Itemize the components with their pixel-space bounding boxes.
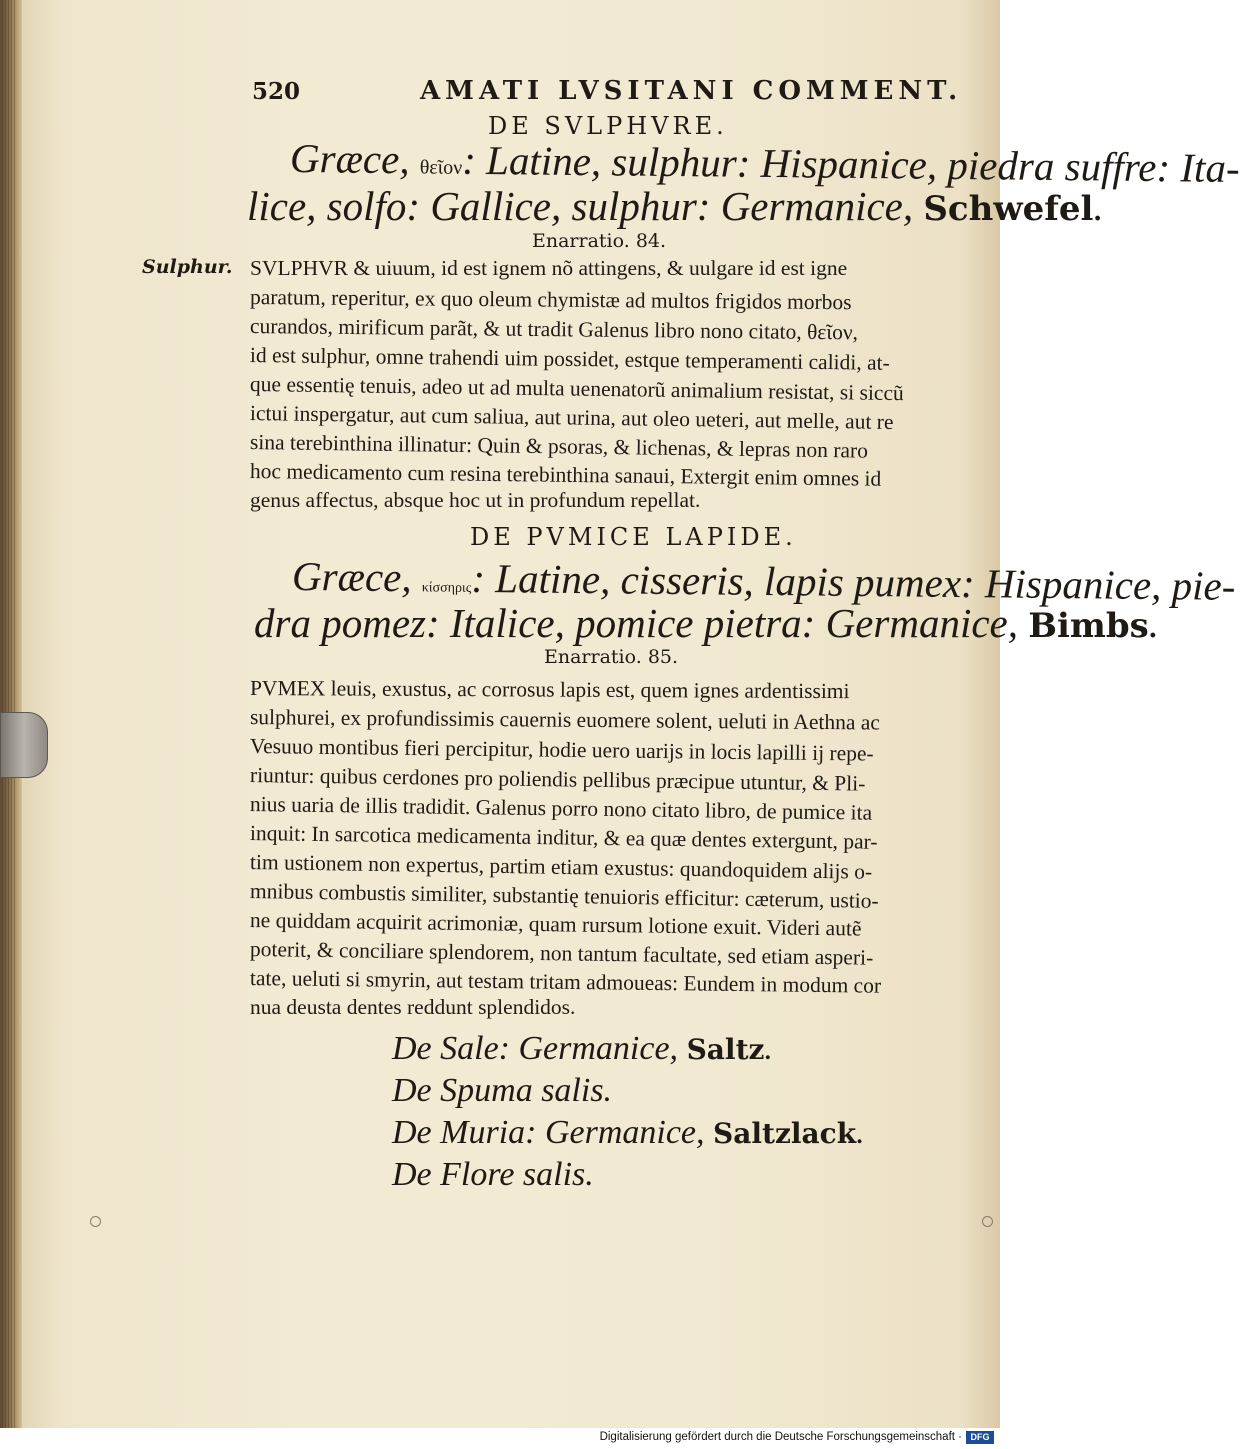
enarratio-heading-85: Enarratio. 85.	[544, 646, 679, 668]
gothic-word: Saltzlack	[713, 1117, 857, 1150]
names-text: : Latine, cisseris, lapis pumex: Hispanice, pie-	[471, 554, 1236, 609]
book-page	[22, 0, 1240, 1428]
text-line: que essentię tenuis, adeo ut ad multa uenenatorũ animalium resistat, si siccũ	[249, 372, 904, 406]
text-line: PVMEX leuis, exustus, ac corrosus lapis est, quem ignes ardentissimi	[249, 676, 850, 704]
greek-word: κίσσηρις	[421, 580, 472, 596]
text-line: riuntur: quibus cerdones pro poliendis pellibus præcipue utuntur, & Pli-	[249, 763, 866, 796]
text-line: curandos, mirificum parãt, & ut tradit Galenus libro nono citato, θεῖον,	[249, 314, 859, 345]
greek-word: θεῖον	[419, 156, 463, 179]
text-line: SVLPHVR & uiuum, id est ignem nõ attingens, & uulgare id est igne	[250, 256, 848, 280]
pumice-names-line-2	[254, 600, 1159, 650]
text-line: nua deusta dentes reddunt splendidos.	[250, 995, 576, 1019]
names-text: Græce,	[289, 135, 421, 183]
text-line: ne quiddam acquirit acrimoniæ, quam rursum lotione exuit. Videri autẽ	[249, 908, 862, 941]
section-title-sulphur: DE SVLPHVRE.	[488, 112, 728, 140]
names-text: lice, solfo: Gallice, sulphur: Germanice,	[247, 183, 924, 229]
salt-entry-text: .	[764, 1030, 773, 1067]
text-line: Vesuuo montibus fieri percipitur, hodie uero uarijs in locis lapilli ij repe-	[249, 734, 874, 766]
section-title-pumice: DE PVMICE LAPIDE.	[470, 523, 797, 551]
names-text: dra pomez: Italice, pomice pietra: Germanice,	[254, 600, 1029, 646]
salt-entry	[392, 1114, 865, 1152]
gothic-word: Saltz	[686, 1033, 765, 1066]
text-line: id est sulphur, omne trahendi uim possidet, estque temperamenti calidi, at-	[249, 343, 890, 375]
page-number: 520	[252, 78, 301, 105]
text-line: tate, ueluti si smyrin, aut testam tritam admoueas: Eundem in modum cor	[249, 966, 882, 998]
salt-entry	[392, 1156, 594, 1194]
text-line: sina terebinthina illinatur: Quin & psoras, & lichenas, & lepras non raro	[249, 430, 869, 463]
paper-hole	[90, 1216, 101, 1227]
text-line: mnibus combustis similiter, substantię tenuioris efficitur: cæterum, ustio-	[249, 879, 879, 913]
gothic-word: Schwefel	[923, 189, 1094, 229]
salt-entry-text: De Flore salis.	[392, 1156, 594, 1193]
text-line: paratum, reperitur, ex quo oleum chymistæ ad multos frigidos morbos	[249, 285, 852, 315]
text-line: sulphurei, ex profundissimis cauernis euomere solent, ueluti in Aethna ac	[249, 705, 881, 735]
paper-hole	[982, 1216, 993, 1227]
text-line: tim ustionem non expertus, partim etiam exustus: quandoquidem alijs o-	[249, 850, 873, 884]
text-line: nius uaria de illis tradidit. Galenus porro nono citato libro, de pumice ita	[249, 792, 873, 825]
salt-entry	[392, 1072, 612, 1110]
text-line: hoc medicamento cum resina terebinthina sanaui, Extergit enim omnes id	[249, 459, 882, 491]
enarratio-heading-84: Enarratio. 84.	[532, 230, 667, 252]
names-text: .	[1148, 600, 1160, 646]
running-head: AMATI LVSITANI COMMENT.	[420, 76, 963, 106]
footer-bar	[0, 1428, 1000, 1449]
dfg-logo: DFG	[966, 1431, 994, 1444]
text-line: genus affectus, absque hoc ut in profundum repellat.	[250, 488, 701, 512]
salt-entry	[392, 1030, 773, 1068]
salt-entry-text: .	[856, 1114, 865, 1151]
text-line: poterit, & conciliare splendorem, non tantum facultate, sed etiam asperi-	[249, 937, 874, 970]
salt-entry-text: De Sale: Germanice,	[392, 1030, 687, 1067]
sulphur-names-line-2	[247, 183, 1104, 233]
names-text: .	[1093, 183, 1104, 229]
gothic-word: Bimbs	[1028, 606, 1149, 646]
text-line: inquit: In sarcotica medicamenta inditur, & ea quæ dentes extergunt, par-	[249, 821, 878, 854]
names-text: Græce,	[291, 553, 423, 601]
margin-note: Sulphur.	[142, 256, 233, 278]
salt-entry-text: De Muria: Germanice,	[392, 1114, 714, 1151]
book-clip	[0, 712, 48, 778]
salt-entry-text: De Spuma salis.	[392, 1072, 613, 1109]
names-text: : Latine, sulphur: Hispanice, piedra suffre: Ita-	[462, 136, 1240, 191]
footer-credit: Digitalisierung gefördert durch die Deutsche Forschungsgemeinschaft ·	[599, 1431, 962, 1443]
text-line: ictui inspergatur, aut cum saliua, aut urina, aut oleo ueteri, aut melle, aut re	[249, 401, 894, 434]
